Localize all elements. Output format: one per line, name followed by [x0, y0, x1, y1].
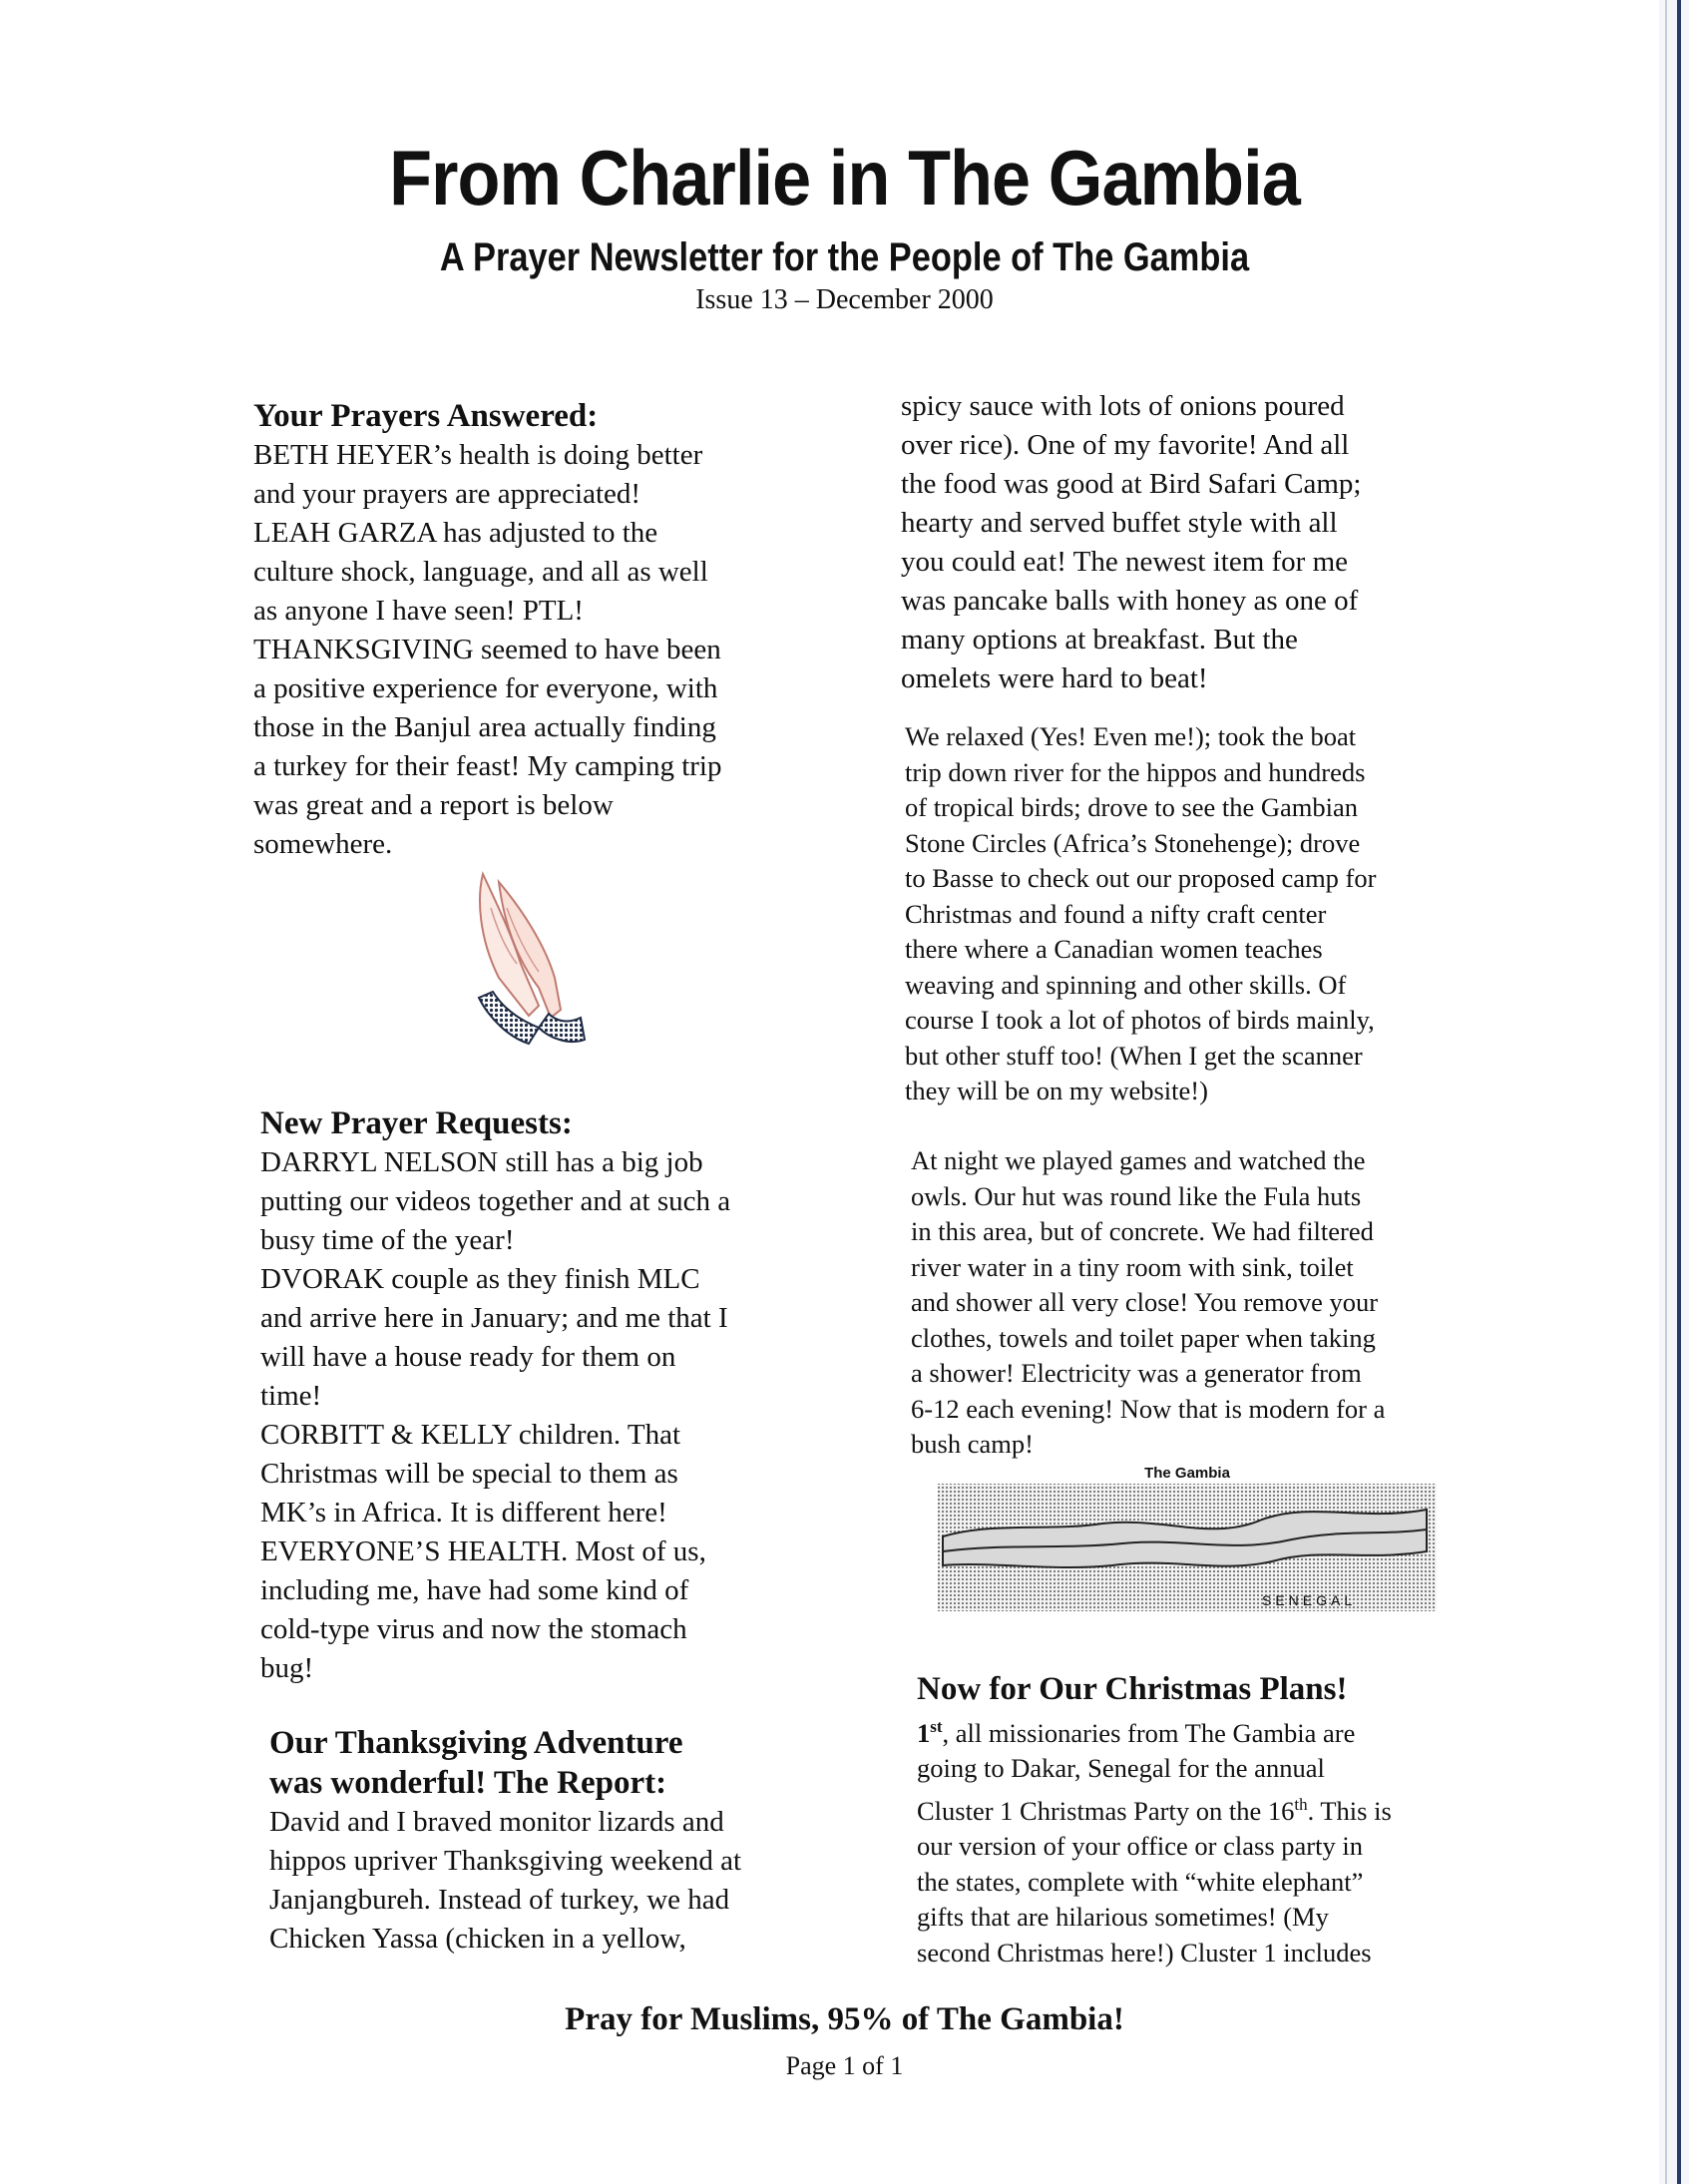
- page-binding-rule: [1677, 0, 1681, 2184]
- text-line: THANKSGIVING seemed to have been: [253, 634, 721, 665]
- newsletter-title: From Charlie in The Gambia: [389, 134, 1300, 221]
- text-line: will have a house ready for them on: [260, 1341, 676, 1373]
- text-line: river water in a tiny room with sink, toilet: [911, 1251, 1354, 1282]
- text-line: a positive experience for everyone, with: [253, 672, 718, 704]
- map-title: The Gambia: [1144, 1465, 1230, 1482]
- section-heading: Our Thanksgiving Adventure: [269, 1725, 683, 1761]
- section-christmas: [917, 1669, 1392, 1970]
- text-line: time!: [260, 1380, 322, 1412]
- ordinal-number: 1: [917, 1717, 931, 1748]
- text-line: omelets were hard to beat!: [901, 662, 1208, 694]
- section-new-requests: [260, 1103, 730, 1688]
- text-fragment: . This is: [1307, 1795, 1392, 1826]
- text-line: a turkey for their feast! My camping trip: [253, 750, 722, 782]
- text-line: [917, 1787, 1392, 1829]
- text-line: the food was good at Bird Safari Camp;: [901, 468, 1362, 500]
- text-line: busy time of the year!: [260, 1224, 515, 1256]
- text-line: bug!: [260, 1652, 314, 1684]
- text-line: over rice). One of my favorite! And all: [901, 429, 1350, 461]
- text-line: but other stuff too! (When I get the scanner: [905, 1040, 1363, 1071]
- text-line: and shower all very close! You remove your: [911, 1287, 1379, 1317]
- text-line: bush camp!: [911, 1429, 1034, 1459]
- page-edge-line: [1665, 0, 1667, 2184]
- ordinal-suffix: th: [1294, 1794, 1308, 1814]
- map-country-label: SENEGAL: [1262, 1592, 1357, 1608]
- text-line: of tropical birds; drove to see the Gambian: [905, 792, 1359, 822]
- masthead: [0, 130, 1689, 317]
- text-line: CORBITT & KELLY children. That: [260, 1419, 681, 1451]
- text-line: Christmas will be special to them as: [260, 1458, 678, 1490]
- section-heading: was wonderful! The Report:: [269, 1765, 667, 1801]
- text-line: MK’s in Africa. It is different here!: [260, 1497, 667, 1529]
- text-fragment: , all missionaries from The Gambia are: [942, 1717, 1356, 1748]
- text-line: hippos upriver Thanksgiving weekend at: [269, 1845, 742, 1877]
- section-prayers-answered: [253, 396, 721, 864]
- text-line: those in the Banjul area actually finding: [253, 711, 716, 743]
- text-line: was great and a report is below: [253, 789, 614, 821]
- text-line: as anyone I have seen! PTL!: [253, 595, 584, 627]
- text-line: spicy sauce with lots of onions poured: [901, 390, 1345, 422]
- text-line: trip down river for the hippos and hundreds: [905, 756, 1366, 787]
- section-night: [911, 1143, 1385, 1463]
- text-line: David and I braved monitor lizards and: [269, 1806, 724, 1838]
- text-line: you could eat! The newest item for me: [901, 546, 1349, 578]
- text-line: owls. Our hut was round like the Fula huts: [911, 1180, 1362, 1211]
- section-heading: Now for Our Christmas Plans!: [917, 1671, 1348, 1707]
- text-line: DVORAK couple as they finish MLC: [260, 1263, 700, 1295]
- text-line: many options at breakfast. But the: [901, 624, 1298, 655]
- section-food-continued: [901, 387, 1362, 698]
- text-line: DARRYL NELSON still has a big job: [260, 1146, 703, 1178]
- text-line: LEAH GARZA has adjusted to the: [253, 517, 658, 549]
- section-relax: [905, 719, 1376, 1109]
- footer-slogan: Pray for Muslims, 95% of The Gambia!: [565, 2001, 1124, 2037]
- praying-hands-icon: [469, 868, 599, 1058]
- text-line: was pancake balls with honey as one of: [901, 585, 1359, 617]
- newsletter-subtitle: A Prayer Newsletter for the People of The Gambia: [439, 235, 1250, 279]
- text-fragment: Cluster 1 Christmas Party on the 16: [917, 1795, 1295, 1826]
- text-line: going to Dakar, Senegal for the annual: [917, 1753, 1325, 1784]
- text-line: We relaxed (Yes! Even me!); took the boat: [905, 721, 1357, 751]
- text-line: second Christmas here!) Cluster 1 includes: [917, 1937, 1372, 1967]
- ordinal-suffix: st: [930, 1717, 943, 1736]
- text-line: hearty and served buffet style with all: [901, 507, 1338, 539]
- page-number: Page 1 of 1: [785, 2051, 904, 2080]
- text-line: cold-type virus and now the stomach: [260, 1613, 687, 1645]
- section-heading: New Prayer Requests:: [260, 1105, 573, 1141]
- text-line: [917, 1709, 1392, 1751]
- text-line: Stone Circles (Africa’s Stonehenge); drove: [905, 827, 1361, 858]
- text-line: and your prayers are appreciated!: [253, 478, 641, 510]
- text-line: clothes, towels and toilet paper when taking: [911, 1322, 1376, 1353]
- text-line: to Basse to check out our proposed camp for: [905, 863, 1377, 893]
- text-line: Chicken Yassa (chicken in a yellow,: [269, 1923, 686, 1955]
- text-line: and arrive here in January; and me that I: [260, 1302, 728, 1334]
- text-line: EVERYONE’S HEALTH. Most of us,: [260, 1535, 706, 1567]
- text-line: weaving and spinning and other skills. Of: [905, 969, 1347, 1000]
- text-line: including me, have had some kind of: [260, 1574, 689, 1606]
- text-line: gifts that are hilarious sometimes! (My: [917, 1902, 1329, 1933]
- section-thanksgiving: [269, 1723, 741, 1959]
- text-line: 6-12 each evening! Now that is modern for a: [911, 1393, 1386, 1424]
- section-heading: Your Prayers Answered:: [253, 398, 599, 434]
- text-line: our version of your office or class party in: [917, 1831, 1363, 1862]
- text-line: in this area, but of concrete. We had filtered: [911, 1216, 1374, 1246]
- text-line: a shower! Electricity was a generator from: [911, 1358, 1362, 1388]
- text-line: course I took a lot of photos of birds mainly,: [905, 1005, 1375, 1035]
- text-line: somewhere.: [253, 828, 393, 860]
- text-line: there where a Canadian women teaches: [905, 934, 1323, 964]
- text-line: At night we played games and watched the: [911, 1145, 1366, 1175]
- text-line: putting our videos together and at such a: [260, 1185, 731, 1217]
- text-line: they will be on my website!): [905, 1076, 1208, 1105]
- text-line: BETH HEYER’s health is doing better: [253, 439, 703, 471]
- text-line: Christmas and found a nifty craft center: [905, 898, 1327, 929]
- issue-line: Issue 13 – December 2000: [695, 284, 994, 315]
- text-line: culture shock, language, and all as well: [253, 556, 708, 588]
- text-line: Janjangbureh. Instead of turkey, we had: [269, 1884, 730, 1916]
- text-line: the states, complete with “white elephant”: [917, 1866, 1364, 1897]
- page-edge: [1659, 0, 1689, 2184]
- gambia-map: [933, 1462, 1442, 1621]
